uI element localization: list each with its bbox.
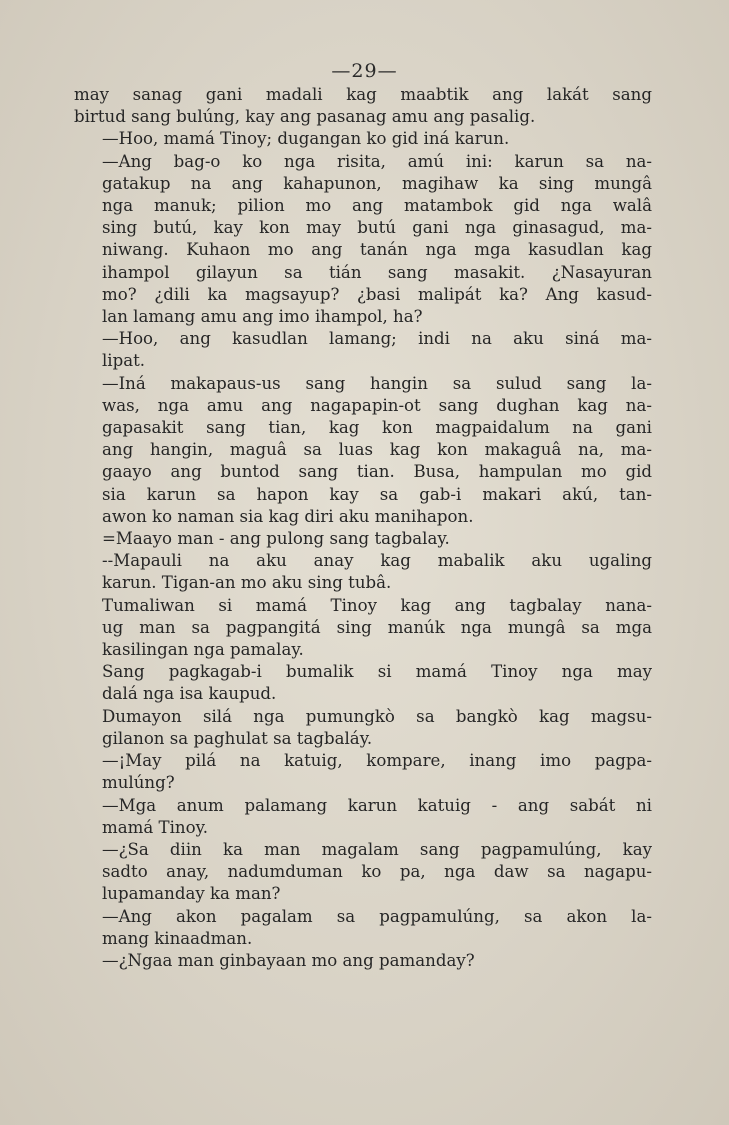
text-line: mamá Tinoy.	[102, 817, 209, 837]
text-line: birtud sang bulúng, kay ang pasanag amu ang pasalig.	[74, 107, 536, 127]
text-line: —Hoo, ang kasudlan lamang; indi na aku siná ma-	[102, 329, 652, 349]
text-line: mulúng?	[102, 773, 175, 793]
text-line: mo? ¿dili ka magsayup? ¿basi malipát ka? Ang kasud-	[102, 284, 652, 304]
text-line: gapasakit sang tian, kag kon magpaidalum na gani	[102, 418, 652, 438]
text-line: gaayo ang buntod sang tian. Busa, hampulan mo gid	[102, 462, 652, 482]
text-line: —Iná makapaus-us sang hangin sa sulud sang la-	[102, 373, 652, 393]
paragraph	[74, 595, 652, 662]
text-line: sing butú, kay kon may butú gani nga ginasagud, ma-	[102, 218, 652, 238]
paragraph	[74, 661, 652, 705]
text-line: niwang. Kuhaon mo ang tanán nga mga kasudlan kag	[102, 240, 652, 260]
paragraph	[74, 706, 652, 750]
paragraph	[74, 328, 652, 372]
text-line: —¡May pilá na katuig, kompare, inang imo pagpa-	[102, 751, 652, 771]
paragraph	[74, 528, 652, 550]
text-line: awon ko naman sia kag diri aku manihapon.	[102, 506, 474, 526]
text-line: —Ang akon pagalam sa pagpamulúng, sa akon la-	[102, 906, 652, 926]
paragraph	[74, 950, 652, 972]
text-line: nga manuk; pilion mo ang matambok gid nga walâ	[102, 196, 652, 216]
text-line: —Mga anum palamang karun katuig - ang sabát ni	[102, 795, 652, 815]
text-line: Dumayon silá nga pumungkò sa bangkò kag magsu-	[102, 706, 652, 726]
text-line: lupamanday ka man?	[102, 884, 281, 904]
text-line: lan lamang amu ang imo ihampol, ha?	[102, 307, 423, 327]
text-line: dalá nga isa kaupud.	[102, 684, 277, 704]
text-line: sia karun sa hapon kay sa gab-i makari akú, tan-	[102, 484, 652, 504]
paragraph	[74, 750, 652, 794]
paragraph	[74, 84, 652, 128]
text-line: was, nga amu ang nagapapin-ot sang dughan kag na-	[102, 395, 652, 415]
text-line: gilanon sa paghulat sa tagbaláy.	[102, 728, 373, 748]
text-line: ug man sa pagpangitá sing manúk nga mungâ sa mga	[102, 617, 652, 637]
paragraph	[74, 373, 652, 528]
text-line: —¿Sa diin ka man magalam sang pagpamulúng, kay	[102, 839, 652, 859]
text-line: mang kinaadman.	[102, 928, 253, 948]
text-line: kasilingan nga pamalay.	[102, 640, 304, 660]
text-line: may sanag gani madali kag maabtik ang lakát sang	[74, 85, 652, 104]
text-line: sadto anay, nadumduman ko pa, nga daw sa nagapu-	[102, 862, 652, 882]
paragraph	[74, 151, 652, 329]
text-line: karun. Tigan-an mo aku sing tubâ.	[102, 573, 392, 593]
text-line: ang hangin, maguâ sa luas kag kon makaguâ na, ma-	[102, 440, 652, 460]
text-line: —¿Ngaa man ginbayaan mo ang pamanday?	[102, 950, 475, 970]
paragraph	[74, 128, 652, 150]
paragraph	[74, 795, 652, 839]
paragraph	[74, 906, 652, 950]
text-line: —Ang bag-o ko nga risita, amú ini: karun sa na-	[102, 151, 652, 171]
text-line: Tumaliwan si mamá Tinoy kag ang tagbalay nana-	[102, 595, 652, 615]
text-line: lipat.	[102, 351, 146, 371]
body-text	[74, 84, 652, 972]
text-line: Sang pagkagab-i bumalik si mamá Tinoy nga may	[102, 662, 652, 682]
page-number: —29—	[331, 60, 398, 82]
paragraph	[74, 550, 652, 594]
paragraph	[74, 839, 652, 906]
text-line: =Maayo man - ang pulong sang tagbalay.	[102, 529, 450, 549]
text-line: --Mapauli na aku anay kag mabalik aku ugaling	[102, 551, 652, 571]
text-line: gatakup na ang kahapunon, magihaw ka sing mungâ	[102, 173, 652, 193]
text-line: —Hoo, mamá Tinoy; dugangan ko gid iná karun.	[102, 129, 510, 149]
text-line: ihampol gilayun sa tián sang masakit. ¿Nasayuran	[102, 262, 652, 282]
